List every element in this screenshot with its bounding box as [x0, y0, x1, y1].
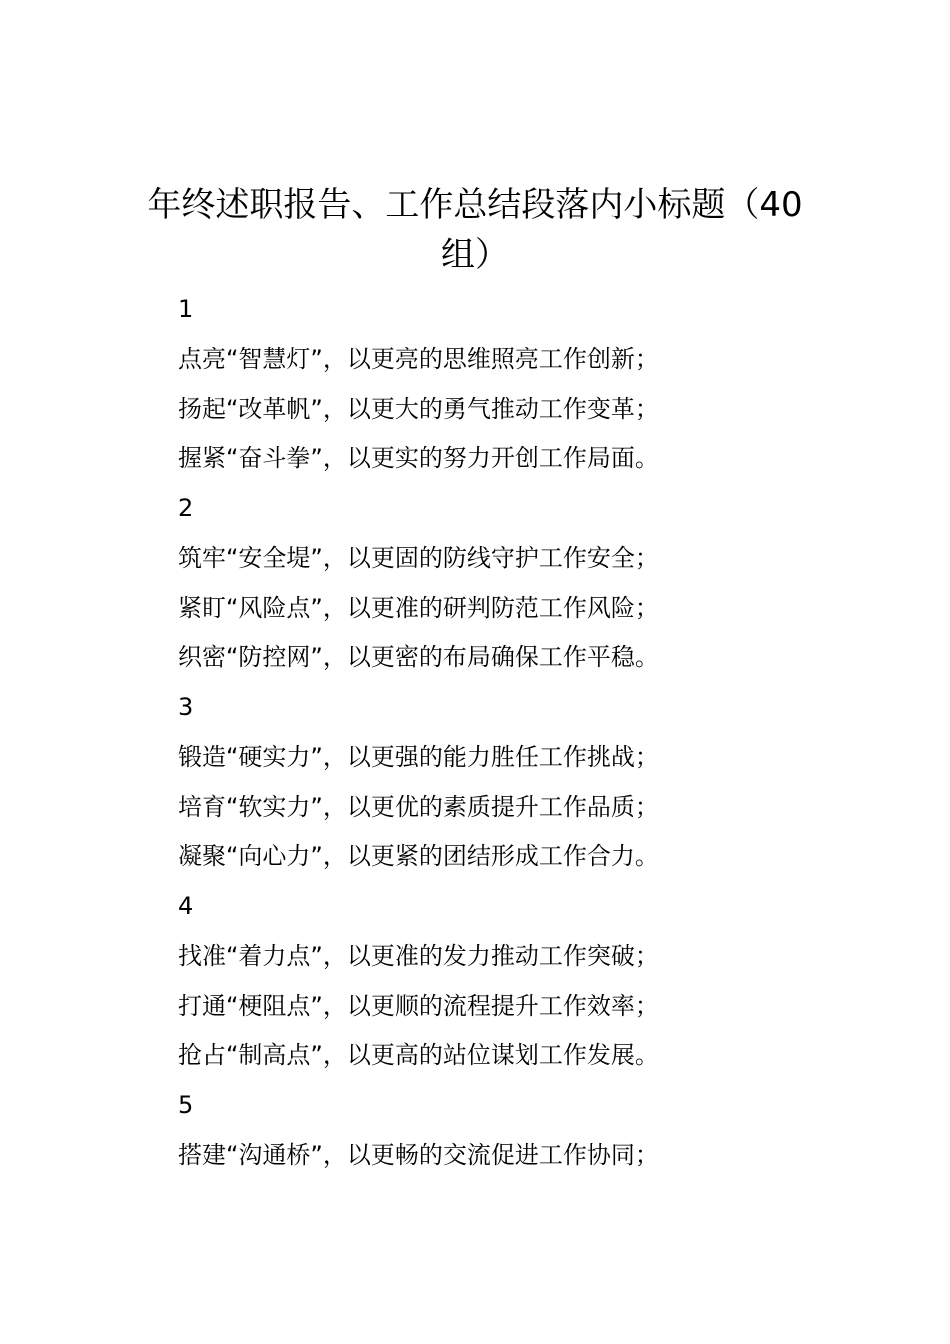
- group-number-2: 2: [178, 494, 194, 522]
- group-4-line-3: 抢占“制高点”，以更高的站位谋划工作发展。: [178, 1041, 659, 1070]
- group-3-line-1: 锻造“硬实力”，以更强的能力胜任工作挑战；: [178, 742, 659, 771]
- group-2-line-1: 筑牢“安全堤”，以更固的防线守护工作安全；: [178, 543, 659, 572]
- group-1-line-1: 点亮“智慧灯”，以更亮的思维照亮工作创新；: [178, 344, 659, 373]
- document-body: [178, 285, 818, 1181]
- group-2-line-2: 紧盯“风险点”，以更准的研判防范工作风险；: [178, 593, 659, 622]
- document-title: [120, 180, 830, 280]
- group-5-line-1: 搭建“沟通桥”，以更畅的交流促进工作协同；: [178, 1140, 659, 1169]
- group-3-line-2: 培育“软实力”，以更优的素质提升工作品质；: [178, 792, 659, 821]
- group-4-line-2: 打通“梗阻点”，以更顺的流程提升工作效率；: [178, 991, 659, 1020]
- group-2-line-3: 织密“防控网”，以更密的布局确保工作平稳。: [178, 643, 659, 672]
- title-line-1: 年终述职报告、工作总结段落内小标题（40: [147, 185, 803, 225]
- title-line-2: 组）: [441, 235, 509, 275]
- group-number-3: 3: [178, 693, 194, 721]
- group-4-line-1: 找准“着力点”，以更准的发力推动工作突破；: [178, 941, 659, 970]
- group-1-line-3: 握紧“奋斗拳”，以更实的努力开创工作局面。: [178, 444, 659, 473]
- group-1-line-2: 扬起“改革帆”，以更大的勇气推动工作变革；: [178, 394, 659, 423]
- group-number-5: 5: [178, 1091, 194, 1119]
- group-number-1: 1: [178, 295, 194, 323]
- group-number-4: 4: [178, 892, 194, 920]
- group-3-line-3: 凝聚“向心力”，以更紧的团结形成工作合力。: [178, 842, 659, 871]
